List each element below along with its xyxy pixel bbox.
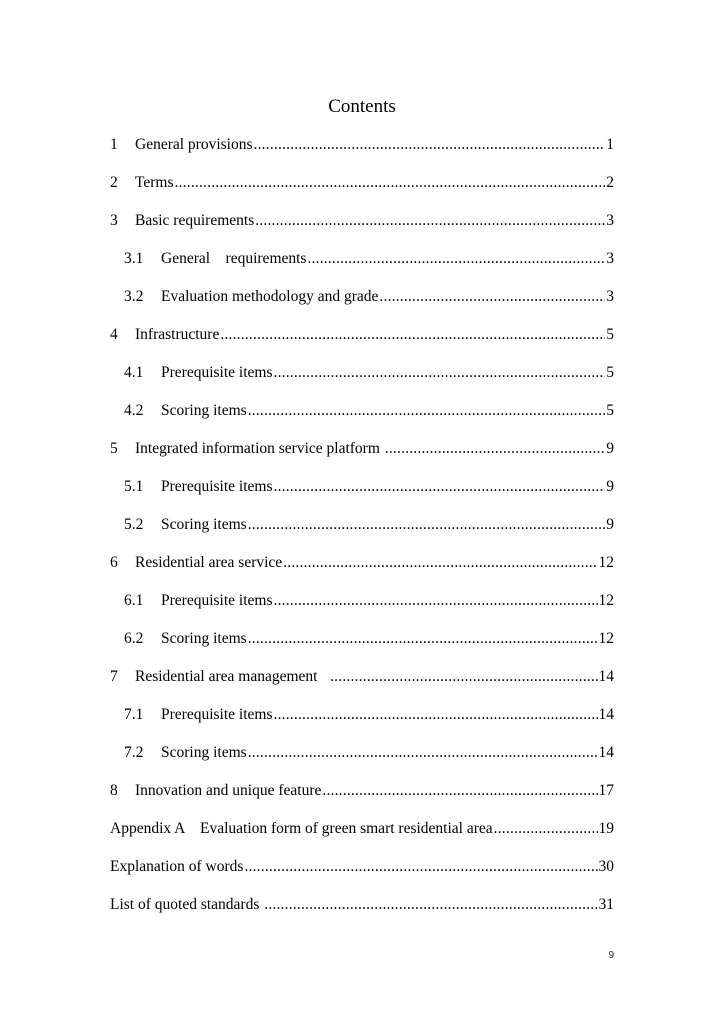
toc-entry [110,172,614,194]
toc-entry-page: 31 [598,896,614,913]
toc-entry-page: 1 [606,136,614,153]
toc-entry-label: Infrastructure [135,326,220,343]
toc-entry-page: 14 [598,668,614,685]
page-title: Contents [328,96,396,117]
toc-dot-leader [248,742,598,764]
toc-entry-label: General requirements [161,250,307,267]
toc-dot-leader [379,286,605,308]
toc-entry [110,666,614,688]
toc-entry [110,780,614,802]
toc-entry-label: Prerequisite items [161,592,273,609]
toc-entry-label: Scoring items [161,744,247,761]
toc-entry [110,324,614,346]
toc-entry [124,476,614,498]
toc-entry-number: 6.2 [124,630,144,647]
toc-entry [110,552,614,574]
toc-entry-label: Terms [135,174,174,191]
toc-dot-leader [274,362,606,384]
toc-dot-leader [244,856,597,878]
toc-entry-page: 3 [606,250,614,267]
toc-entry-number: 5.1 [124,478,144,495]
toc-dot-leader [255,210,605,232]
toc-entry-page: 30 [598,858,614,875]
toc-entry-number: 3.2 [124,288,144,305]
toc-entry-label: Scoring items [161,630,247,647]
toc-dot-leader [264,894,597,916]
toc-dot-leader [248,514,606,536]
toc-entry-page: 12 [598,630,614,647]
toc-entry-page: 5 [606,364,614,381]
toc-entry-number: 6 [110,554,118,571]
toc-entry-number: 4.2 [124,402,144,419]
toc-entry-label: Prerequisite items [161,478,273,495]
toc-entry-number: 4 [110,326,118,343]
toc-entry-label: List of quoted standards [110,896,264,913]
toc-entry-label: Evaluation methodology and grade [161,288,379,305]
toc-entry-number: 2 [110,174,118,191]
toc-entry-page: 2 [606,174,614,191]
toc-entry [124,400,614,422]
toc-entry-number: 3 [110,212,118,229]
toc-dot-leader [254,134,606,156]
toc-entry-page: 12 [598,554,614,571]
toc-entry-page: 14 [598,744,614,761]
toc-dot-leader [248,400,606,422]
toc-dot-leader [322,780,597,802]
toc-entry [124,362,614,384]
toc-entry-number: 5 [110,440,118,457]
toc-entry-number: 8 [110,782,118,799]
toc-entry [110,210,614,232]
toc-entry-number: 4.1 [124,364,144,381]
toc-entry [124,704,614,726]
toc-entry [124,514,614,536]
toc-dot-leader [274,704,598,726]
toc-entry [110,856,614,878]
toc-dot-leader [220,324,605,346]
toc-entry [124,248,614,270]
toc-entry-number: 7.1 [124,706,144,723]
toc-entry-page: 19 [598,820,614,837]
toc-entry-label: Prerequisite items [161,364,273,381]
toc-entry-label: Prerequisite items [161,706,273,723]
toc-entry-label: Residential area management [135,668,330,685]
toc-dot-leader [494,818,598,840]
toc-entry [110,134,614,156]
toc-entry-page: 14 [598,706,614,723]
toc-entry [124,742,614,764]
toc-entry-page: 9 [606,478,614,495]
toc-entry-label: Integrated information service platform [135,440,384,457]
toc-dot-leader [385,438,605,460]
toc-entry [124,590,614,612]
toc-entry-label: Appendix A Evaluation form of green smart residential area [110,820,493,837]
toc-entry-label: Explanation of words [110,858,244,875]
toc-entry-label: Scoring items [161,516,247,533]
toc-entry-label: General provisions [135,136,253,153]
toc-entry-number: 6.1 [124,592,144,609]
page-number: 9 [608,950,614,961]
toc-dot-leader [175,172,606,194]
toc-entry-label: Innovation and unique feature [135,782,322,799]
toc-entry-number: 7.2 [124,744,144,761]
toc-entry-page: 5 [606,402,614,419]
toc-entry-page: 5 [606,326,614,343]
toc-entry-number: 1 [110,136,118,153]
toc-dot-leader [307,248,605,270]
toc-entry-number: 5.2 [124,516,144,533]
toc-dot-leader [274,590,598,612]
toc-dot-leader [283,552,597,574]
toc-dot-leader [248,628,598,650]
toc-entry [124,628,614,650]
toc-entry-number: 3.1 [124,250,144,267]
toc-entry-page: 12 [598,592,614,609]
toc-dot-leader [274,476,606,498]
toc-entry-page: 9 [606,440,614,457]
toc-entry-label: Basic requirements [135,212,255,229]
toc-entry [110,894,614,916]
toc-entry-page: 17 [598,782,614,799]
toc-entry-page: 3 [606,212,614,229]
toc-entry [110,818,614,840]
toc-entry-label: Residential area service [135,554,283,571]
toc-entry-page: 3 [606,288,614,305]
toc-entry-label: Scoring items [161,402,247,419]
toc-entry [110,438,614,460]
toc-dot-leader [330,666,597,688]
toc-entry-number: 7 [110,668,118,685]
toc-entry [124,286,614,308]
toc-entry-page: 9 [606,516,614,533]
